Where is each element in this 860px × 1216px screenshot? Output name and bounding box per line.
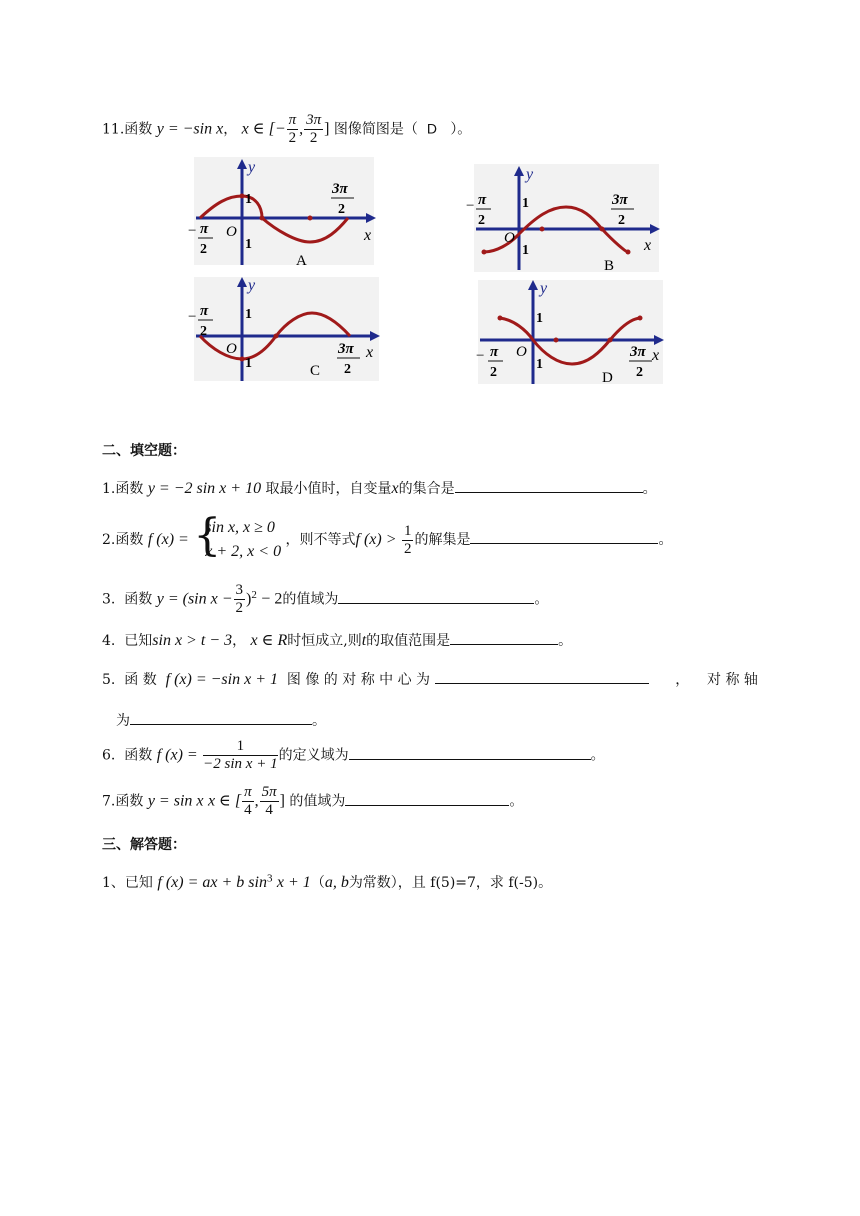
- graph-option-d: [470, 278, 670, 388]
- svg-text:π: π: [200, 221, 209, 237]
- fill-question-4: 4. 已知sin x > t − 3， x ∈ R时恒成立,则t的取值范围是 。: [102, 628, 572, 650]
- svg-text:x: x: [652, 347, 660, 364]
- svg-text:2: 2: [618, 213, 625, 228]
- svg-text:1: 1: [245, 237, 252, 252]
- svg-text:O: O: [226, 224, 237, 240]
- svg-text:D: D: [602, 370, 613, 386]
- svg-text:2: 2: [344, 362, 351, 377]
- svg-text:y: y: [248, 277, 256, 294]
- svg-text:3π: 3π: [332, 181, 348, 197]
- svg-text:O: O: [226, 341, 237, 357]
- svg-text:π: π: [490, 344, 499, 360]
- svg-text:x: x: [366, 344, 374, 361]
- q11-expression: y = −sin x: [156, 120, 224, 138]
- svg-text:3π: 3π: [630, 344, 646, 360]
- answer-blank-center[interactable]: [435, 667, 649, 684]
- svg-text:π: π: [200, 303, 209, 319]
- svg-text:x: x: [364, 227, 372, 244]
- svg-text:1: 1: [522, 243, 529, 258]
- fill-question-3: 3. 函数 y = (sin x − $\frac{3}{2}$ )$^2$ − 2的值域为 。: [102, 582, 549, 616]
- svg-text:2: 2: [338, 202, 345, 217]
- svg-text:y: y: [526, 166, 534, 183]
- svg-text:x: x: [644, 237, 652, 254]
- fill-question-6: 6. 函数 f (x) = $\frac{1}{\text{−2 sin x + 1}}$ 的定义域为 。: [102, 738, 605, 772]
- svg-text:3π: 3π: [338, 341, 354, 357]
- svg-text:y: y: [248, 159, 256, 176]
- svg-text:1: 1: [536, 357, 543, 372]
- svg-text:3π: 3π: [612, 192, 628, 208]
- svg-text:π: π: [478, 192, 487, 208]
- svg-text:1: 1: [245, 356, 252, 371]
- fraction: $\frac{5\pi}{4}$: [261, 784, 277, 818]
- section-title-solve: 三、解答题：: [102, 837, 186, 853]
- fraction: $\frac{3}{2}$: [235, 582, 244, 616]
- answer-blank[interactable]: [345, 789, 509, 806]
- svg-text:2: 2: [200, 242, 207, 257]
- svg-text:O: O: [504, 230, 515, 246]
- svg-text:2: 2: [490, 365, 497, 380]
- fill-question-2: 2.函数 f (x) = { sin x, x ≥ 0 x + 2, x < 0 ，则不等式f (x) > $\frac{1}{2}$ 的解集是 。: [102, 516, 672, 564]
- fill-question-5: 5. 函 数 f (x) = −sin x + 1 图 像 的 对 称 中 心 为 ， 对 称 轴: [102, 667, 758, 689]
- answer-blank[interactable]: [338, 587, 534, 604]
- graph-option-c: [186, 275, 386, 385]
- svg-text:C: C: [310, 363, 321, 379]
- fill-question-5-line2: 为 。: [116, 708, 326, 730]
- graph-option-b: [466, 162, 666, 277]
- question-11: 11.函数 y = −sin x， x ∈ [− $\frac{\pi}{2}$ , $\frac{3\pi}{2}$ ] 图像简图是（ D ）。: [102, 112, 472, 146]
- fraction: $\frac{\pi}{2}$: [288, 112, 297, 146]
- answer-blank[interactable]: [470, 527, 658, 544]
- answer-blank[interactable]: [455, 476, 643, 493]
- graph-option-a: [186, 155, 386, 270]
- svg-text:2: 2: [478, 213, 485, 228]
- svg-text:2: 2: [200, 324, 207, 339]
- svg-text:B: B: [604, 258, 615, 274]
- svg-text:1: 1: [536, 311, 543, 326]
- fraction: $\frac{1}{\text{−2 sin x + 1}}$: [203, 738, 278, 772]
- answer-blank-axis[interactable]: [130, 708, 312, 725]
- svg-text:−: −: [188, 309, 197, 325]
- svg-text:y: y: [540, 280, 548, 297]
- svg-text:1: 1: [245, 307, 252, 322]
- fraction: $\frac{3\pi}{2}$: [306, 112, 322, 146]
- solve-question-1: 1、已知 f (x) = ax + b $\sin^3 x + 1(a$, b为常数），且 f(5)=7，求 f(-5)。: [102, 872, 553, 891]
- fill-question-1: 1.函数 y = −2 sin x + 10 取最小值时，自变量x的集合是 。: [102, 476, 657, 498]
- svg-text:−: −: [188, 223, 197, 239]
- svg-text:1: 1: [245, 192, 252, 207]
- svg-text:2: 2: [636, 365, 643, 380]
- fraction: $\frac{1}{2}$: [403, 522, 412, 557]
- answer-blank[interactable]: [450, 628, 558, 645]
- svg-text:−: −: [466, 198, 475, 214]
- svg-text:−: −: [476, 348, 485, 364]
- section-title-fill-in: 二、填空题：: [102, 443, 186, 459]
- svg-text:O: O: [516, 344, 527, 360]
- fill-question-7: 7.函数 y = sin x x ∈ [ $\frac{\pi}{4}$ , $\frac{5\pi}{4}$ ] 的值域为 。: [102, 784, 524, 818]
- svg-text:A: A: [296, 253, 307, 269]
- q11-answer: D: [426, 120, 437, 137]
- answer-blank[interactable]: [349, 743, 591, 760]
- svg-text:1: 1: [522, 196, 529, 211]
- fraction: $\frac{\pi}{4}$: [244, 784, 252, 818]
- piecewise-cases: { sin x, x ≥ 0 x + 2, x < 0: [193, 510, 282, 561]
